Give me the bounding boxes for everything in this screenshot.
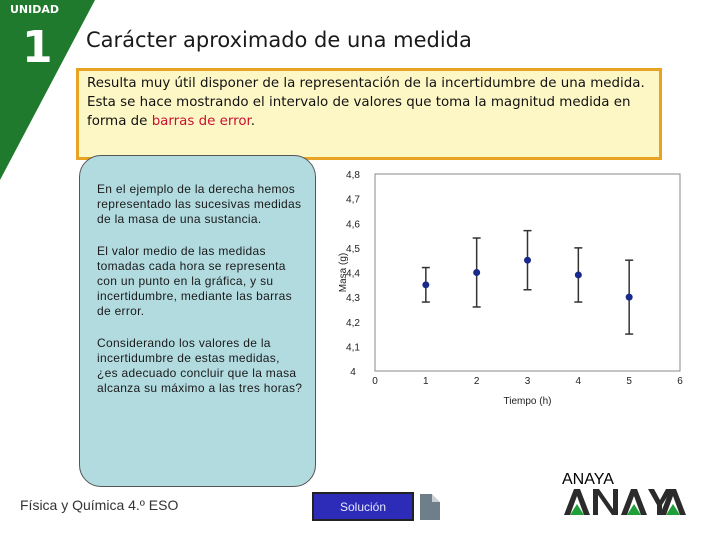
side-paragraph-1: En el ejemplo de la derecha hemos representado las sucesivas medidas de la masa de una sustancia. <box>97 182 302 226</box>
intro-box <box>76 68 662 160</box>
x-axis-label: Tiempo (h) <box>503 396 552 407</box>
data-point <box>524 257 531 264</box>
x-tick-label: 1 <box>423 376 429 387</box>
x-tick-label: 3 <box>524 376 531 387</box>
intro-text-end: . <box>250 114 256 129</box>
document-icon[interactable] <box>420 494 440 520</box>
data-point <box>473 269 480 276</box>
y-tick-label: 4,5 <box>346 243 360 255</box>
side-panel <box>79 155 316 487</box>
y-tick-label: 4,2 <box>346 317 360 329</box>
unit-number: 1 <box>22 22 53 73</box>
y-axis-label: Masa (g) <box>338 252 349 293</box>
y-tick-label: 4,4 <box>346 268 360 280</box>
error-bar-chart <box>330 162 690 412</box>
page-title: Carácter aproximado de una medida <box>86 28 472 52</box>
y-tick-label: 4,7 <box>346 194 360 206</box>
x-tick-label: 5 <box>626 376 632 387</box>
intro-highlight: barras de error <box>151 114 251 129</box>
y-tick-label: 4,6 <box>346 219 360 231</box>
y-tick-label: 4,1 <box>346 342 360 354</box>
data-point <box>575 271 582 278</box>
x-tick-label: 2 <box>473 376 480 387</box>
unit-label: UNIDAD <box>10 3 60 16</box>
y-tick-label: 4 <box>350 367 356 378</box>
x-tick-label: 4 <box>575 376 582 387</box>
solution-button[interactable]: Solución <box>312 492 414 521</box>
intro-text: Resulta muy útil disponer de la representación de la incertidumbre de una medida. Esta se hace mostrando el intervalo de valores que toma la magnitud medida en forma de <box>87 76 645 129</box>
side-paragraph-2: El valor medio de las medidas tomadas cada hora se representa con un punto en la gráfica, y su incertidumbre, mediante las barras de error. <box>97 244 292 318</box>
anaya-logo <box>562 471 688 520</box>
y-tick-label: 4,8 <box>346 170 360 181</box>
data-point <box>422 281 429 288</box>
data-point <box>626 294 633 301</box>
side-paragraph-3: Considerando los valores de la incertidumbre de estas medidas, ¿es adecuado concluir que la masa alcanza su máximo a las tres horas? <box>97 336 303 395</box>
course-label: Física y Química 4.º ESO <box>20 497 179 513</box>
x-tick-label: 6 <box>677 376 683 387</box>
logo-text: ANAYA <box>562 471 614 488</box>
y-tick-label: 4,3 <box>346 293 360 305</box>
x-tick-label: 0 <box>372 376 378 387</box>
